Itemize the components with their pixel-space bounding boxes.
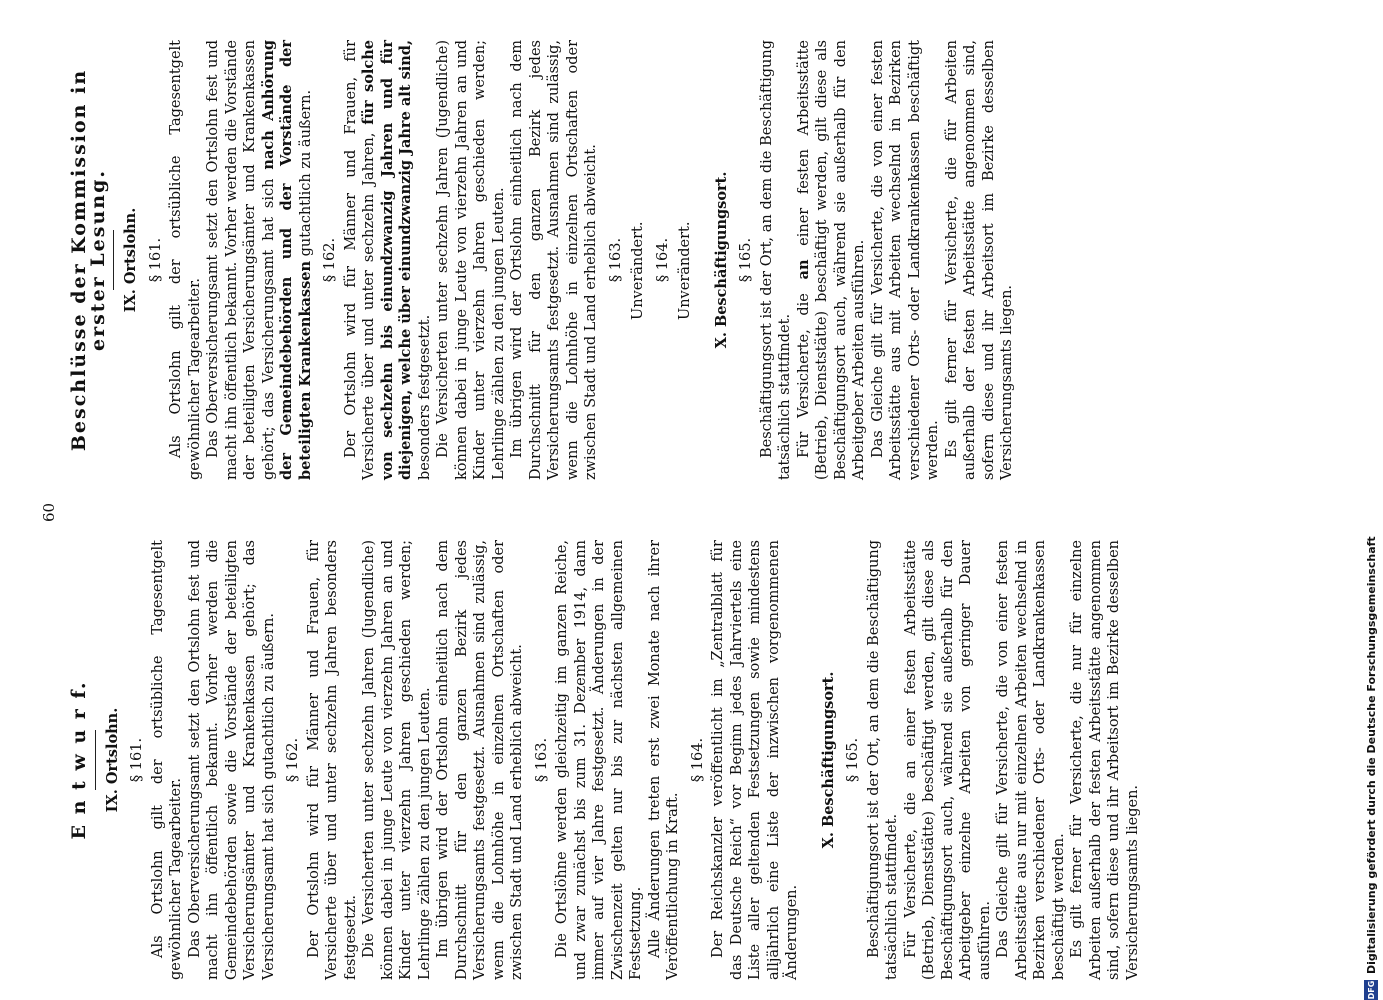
text-run: Für Versicherte, die xyxy=(795,279,812,458)
paragraph-text: Alle Änderungen treten erst zwei Monate nach ihrer Veröffentlichung in Kraft. xyxy=(646,540,681,980)
paragraph-number: § 165. xyxy=(738,237,754,283)
paragraph-text: Der Ortslohn wird für Männer und Frauen, für Versicherte über und unter sechzehn Jahren besonders festgesetzt. xyxy=(305,540,359,980)
paragraph-text: Als Ortslohn gilt der ortsübliche Tagesentgelt gewöhnlicher Tagearbeiter. xyxy=(149,540,184,980)
amended-text: für solche von sechzehn bis einundzwanzig Jahren und für diejenigen, welche über einundzwanzig Jahre alt sind, xyxy=(360,40,414,480)
amended-text: an xyxy=(794,259,812,280)
section-heading: X. Beschäftigungsort. xyxy=(819,671,837,849)
paragraph-text xyxy=(342,40,435,480)
paragraph-text xyxy=(204,40,315,480)
paragraph-text: Die Versicherten unter sechzehn Jahren (Jugendliche) können dabei in junge Leute von vierzehn Jahren an und Kinder unter vierzehn Jahren geschieden werden; Lehrlinge zählen zu den jungen Leuten. xyxy=(435,40,507,480)
paragraph-text: Die Versicherten unter sechzehn Jahren (Jugendliche) können dabei in junge Leute von vierzehn Jahren an und Kinder unter vierzehn Jahren geschieden werden; Lehrlinge zählen zu den jungen Leuten. xyxy=(361,540,433,980)
paragraph-text: Die Ortslöhne werden gleichzeitig im ganzen Reiche, und zwar zunächst bis zum 31. Dezember 1914, dann immer auf vier Jahre festgesetzt. Änderungen in der Zwischenzeit gelten nur bis zur nächsten allgemeinen Festsetzung. xyxy=(554,540,644,980)
paragraph-text: Beschäftigungsort ist der Ort, an dem die Beschäftigung tatsächlich stattfindet. xyxy=(865,540,900,980)
paragraph-text: Das Oberversicherungsamt setzt den Ortslohn fest und macht ihn öffentlich bekannt. Vorher werden die Gemeindebehörden sowie die Vorstände der beteiligten Versicherungsämter und Krankenkassen gehört; das Versicherungsamt hat sich gutachtlich zu äußern. xyxy=(186,540,277,980)
paragraph-text: Das Gleiche gilt für Versicherte, die von einer festen Arbeitsstätte aus nur mit einzelnen Arbeiten wechselnd in Bezirken verschiedener Orts- oder Landkrankenkassen beschäftigt werden. xyxy=(995,540,1067,980)
unchanged-note: Unverändert. xyxy=(677,221,693,320)
section-heading: IX. Ortslohn. xyxy=(103,707,121,813)
paragraph-number: § 163. xyxy=(533,737,550,783)
text-run: gutachtlich zu äußern. xyxy=(297,89,314,261)
paragraph-number: § 163. xyxy=(607,237,624,283)
text-run: besonders festgesetzt. xyxy=(416,314,433,480)
paragraph-text: Für Versicherte, die an einer festen Arbeitsstätte (Betrieb, Dienststätte) beschäftigt werden, gilt diese als Beschäftigungsort auch, während sie außerhalb für den Arbeitgeber einzelne Arbeiten von geringer Dauer ausführen. xyxy=(902,540,993,980)
text-run: Der Ortslohn wird für Männer und Frauen, für Versicherte über und unter sechzehn Jahren, xyxy=(342,40,377,480)
paragraph-text: Es gilt ferner für Versicherte, die nur für einzelne Arbeiten außerhalb der festen Arbeitsstätte angenommen sind, sofern diese und ihr Arbeitsort im Bezirke desselben Versicherungsamts liegen. xyxy=(1069,540,1141,980)
paragraph-text: Im übrigen wird der Ortslohn einheitlich nach dem Durchschnitt für den ganzen Bezirk jedes Versicherungsamts festgesetzt. Ausnahmen sind zulässig, wenn die Lohnhöhe in einzelnen Ortschaften oder zwischen Stadt und Land erheblich abweicht. xyxy=(435,540,525,980)
footer-text: Digitalisierung gefördert durch die Deutsche Forschungsgemeinschaft xyxy=(1364,536,1378,974)
dfg-logo: DFG xyxy=(1364,980,1378,1000)
section-heading: IX. Ortslohn. xyxy=(122,207,139,313)
paragraph-number: § 164. xyxy=(654,237,671,283)
column-title-entwurf: E n t w u r f. xyxy=(68,680,90,840)
paragraph-number: § 162. xyxy=(285,737,301,783)
paragraph-text: Beschäftigungsort ist der Ort, an dem die Beschäftigung tatsächlich stattfindet. xyxy=(758,40,793,480)
paragraph-number: § 162. xyxy=(322,237,338,283)
paragraph-text: Das Gleiche gilt für Versicherte, die von einer festen Arbeitsstätte aus mit Arbeiten wechselnd in Bezirken verschiedener Orts- oder Landkrankenkassen beschäftigt werden. xyxy=(869,40,941,480)
paragraph-number: § 164. xyxy=(689,737,706,783)
digitization-footer xyxy=(1359,0,1383,1000)
paragraph-text: Es gilt ferner für Versicherte, die für Arbeiten außerhalb der festen Arbeitsstätte angenommen sind, sofern diese und ihr Arbeitsort im Bezirke desselben Versicherungsamts liegen. xyxy=(943,40,1015,480)
column-beschluesse xyxy=(70,40,1017,480)
unchanged-note: Unverändert. xyxy=(630,221,646,320)
paragraph-text: Der Reichskanzler veröffentlicht im „Zentralblatt für das Deutsche Reich“ vor Beginn jedes Jahrviertels eine Liste aller geltenden Festsetzungen sowie mindestens alljährlich eine Liste der inzwischen vorgenommenen Änderungen. xyxy=(710,540,800,980)
paragraph-number: § 161. xyxy=(129,737,145,783)
column-entwurf xyxy=(70,540,1142,980)
paragraph-number: § 165. xyxy=(845,737,861,783)
paragraph-text xyxy=(795,40,869,480)
paragraph-number: § 161. xyxy=(147,237,164,283)
text-run: einer festen Arbeitsstätte (Betrieb, Dienststätte) beschäftigt werden, gilt diese als Beschäftigungsort auch, während sie außerhalb für den Arbeitgeber Arbeiten ausführen. xyxy=(795,40,867,480)
page-number: 60 xyxy=(40,502,58,522)
paragraph-text: Als Ortslohn gilt der ortsübliche Tagesentgelt gewöhnlicher Tagearbeiter. xyxy=(168,40,203,480)
text-run: Das Oberversicherungsamt setzt den Ortslohn fest und macht ihn öffentlich bekannt. Vorher werden die Vorstände der beteiligten Versicherungsämter und Krankenkassen gehört; das Versicherungsamt hat sich xyxy=(205,40,277,480)
column-title-beschluesse: Beschlüsse der Kommission in erster Lesung. xyxy=(68,68,109,452)
amended-text: nach Anhörung der Gemeindebehörden und der Vorstände der beteiligten Krankenkassen xyxy=(259,40,314,480)
paragraph-text: Im übrigen wird der Ortslohn einheitlich nach dem Durchschnitt für den ganzen Bezirk jedes Versicherungsamts festgesetzt. Ausnahmen sind zulässig, wenn die Lohnhöhe in einzelnen Ortschaften oder zwischen Stadt und Land erheblich abweicht. xyxy=(509,40,599,480)
divider xyxy=(95,730,96,790)
section-heading: X. Beschäftigungsort. xyxy=(712,171,730,349)
divider xyxy=(113,230,114,290)
